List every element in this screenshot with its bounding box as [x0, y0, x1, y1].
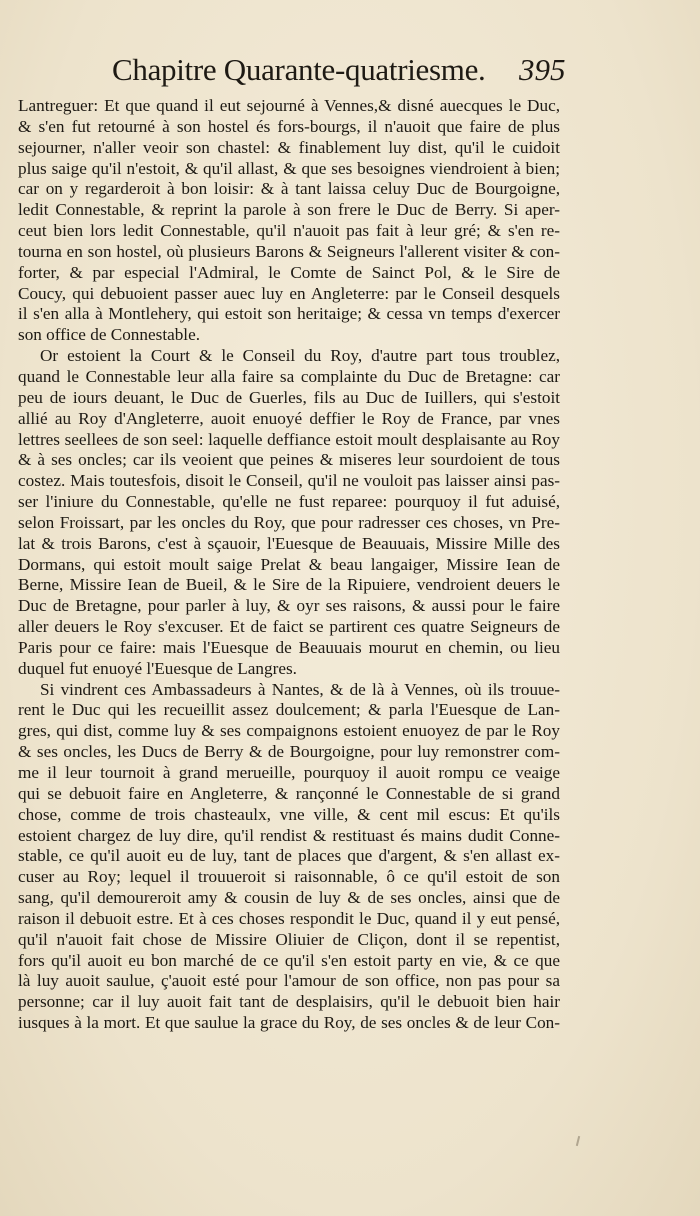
text-line: qui se debuoit faire en Angleterre, & rançonné le Connestable de si grand: [18, 783, 560, 803]
text-line: stable, ce qu'il auoit eu de luy, tant de places que d'argent, & s'en allast ex-: [18, 846, 560, 866]
text-line: ceut bien lors ledit Connestable, qu'il n'auoit pas fait à leur gré; & s'en re-: [18, 221, 560, 241]
text-line: rent le Duc qui les recueillit assez doulcement; & parla l'Euesque de Lan-: [18, 700, 560, 720]
text-line: allié au Roy d'Angleterre, auoit enuoyé deffier le Roy de France, par vnes: [18, 408, 560, 428]
text-line: plus saige qu'il n'estoit, & qu'il allast, & que ses besoignes viendroient à bien;: [18, 158, 560, 178]
paper-speck: [576, 1136, 580, 1146]
text-line: lettres seellees de son seel: laquelle deffiance estoit moult desplaisante au Roy: [18, 429, 560, 449]
text-line: Coucy, qui debuoient passer auec luy en Angleterre: par le Conseil desquels: [18, 283, 560, 303]
text-line: car on y regarderoit à bon loisir: & à tant laissa celuy Duc de Bourgoigne,: [18, 179, 560, 199]
body-text: [18, 96, 560, 1034]
text-line: là luy auoit saulue, ç'auoit esté pour l'amour de son office, non pas pour sa: [18, 971, 560, 991]
text-line: Duc de Bretagne, pour parler à luy, & oyr ses raisons, & aussi pour le faire: [18, 596, 560, 616]
text-line: duquel fut enuoyé l'Euesque de Langres.: [18, 658, 297, 678]
text-line: & s'en fut retourné à son hostel és fors-bourgs, il n'auoit que faire de plus: [18, 116, 560, 136]
text-line: peu de iours deuant, le Duc de Guerles, fils au Duc de Iuillers, qui s'estoit: [18, 387, 560, 407]
text-line: costez. Mais toutesfois, disoit le Conseil, qu'il ne vouloit pas laisser ainsi pas-: [18, 471, 560, 491]
text-line: Lantreguer: Et que quand il eut sejourné à Vennes,& disné auecques le Duc,: [18, 96, 560, 115]
paragraph-start-line: Or estoient la Court & le Conseil du Roy, d'autre part tous troublez,: [40, 346, 560, 366]
text-line: fors qu'il auoit eu bon marché de ce qu'il s'en estoit party en vie, & ce que: [18, 950, 560, 970]
page-header: [0, 52, 700, 92]
text-line: & à ses oncles; car ils veoient que peines & miseres leur sourdoient de tous: [18, 450, 560, 470]
text-line: & ses oncles, les Ducs de Berry & de Bourgoigne, pour luy remonstrer com-: [18, 742, 560, 762]
text-line: gres, qui dist, comme luy & ses compaignons estoient enuoyez de par le Roy: [18, 721, 560, 741]
text-line: ledit Connestable, & reprint la parole à son frere le Duc de Berry. Si aper-: [18, 200, 560, 220]
text-line: selon Froissart, par les oncles du Roy, que pour radresser ces choses, vn Pre-: [18, 512, 560, 532]
text-line: tourna en son hostel, où plusieurs Barons & Seigneurs l'allerent visiter & con-: [18, 241, 560, 261]
paragraph-start-line: Si vindrent ces Ambassadeurs à Nantes, & de là à Vennes, où ils trouue-: [40, 679, 560, 699]
text-line: Berne, Missire Iean de Bueil, & le Sire de la Ripuiere, vendroient deuers le: [18, 575, 560, 595]
text-line: chose, comme de trois chasteaulx, vne ville, & cent mil escus: Et qu'ils: [18, 804, 560, 824]
text-line: raison il debuoit estre. Et à ces choses respondit le Duc, quand il y eut pensé,: [18, 908, 560, 928]
text-line: personne; car il luy auoit fait tant de desplaisirs, qu'il le debuoit bien hair: [18, 992, 560, 1012]
text-line: me il leur tournoit à grand merueille, pourquoy il auoit rompu ce veaige: [18, 763, 560, 782]
text-line: sejourner, n'aller veoir son chastel: & finablement luy dist, qu'il le cuidoit: [18, 137, 560, 157]
text-line: son office de Connestable.: [18, 325, 201, 345]
text-line: qu'il n'auoit fait chose de Missire Oliuier de Cliçon, dont il se repentist,: [18, 929, 560, 949]
text-line: ser l'iniure du Connestable, qu'elle ne fust reparee: pourquoy il fut aduisé,: [18, 492, 560, 512]
text-line: forter, & par especial l'Admiral, le Comte de Sainct Pol, & le Sire de: [18, 262, 560, 282]
running-title: Chapitre Quarante-quatriesme.: [112, 52, 486, 87]
text-line: il s'en alla à Montlehery, qui estoit son heritaige; & cessa vn temps d'exercer: [18, 304, 560, 324]
text-line: aller deuers le Roy s'excuser. Et de faict se partirent ces quatre Seigneurs de: [18, 617, 560, 637]
text-line: cuser au Roy; lequel il trouueroit si raisonnable, ô ce qu'il estoit de son: [18, 867, 560, 887]
text-line: quand le Connestable leur alla faire sa complainte du Duc de Bretagne: car: [18, 366, 560, 386]
text-line: estoient chargez de luy dire, qu'il rendist & restituast és mains dudit Conne-: [18, 825, 560, 845]
text-line: Paris pour ce faire: mais l'Euesque de Beauuais mourut en chemin, ou lieu: [18, 637, 560, 657]
text-line: sang, qu'il demoureroit amy & cousin de luy & de ses oncles, ainsi que de: [18, 888, 560, 908]
text-line: lat & trois Barons, c'est à sçauoir, l'Euesque de Beauuais, Missire Mille des: [18, 533, 560, 553]
page-number: 395: [519, 52, 566, 87]
text-line: iusques à la mort. Et que saulue la grace du Roy, de ses oncles & de leur Con-: [18, 1013, 560, 1033]
text-line: Dormans, qui estoit moult saige Prelat & beau langaiger, Missire Iean de: [18, 554, 560, 574]
